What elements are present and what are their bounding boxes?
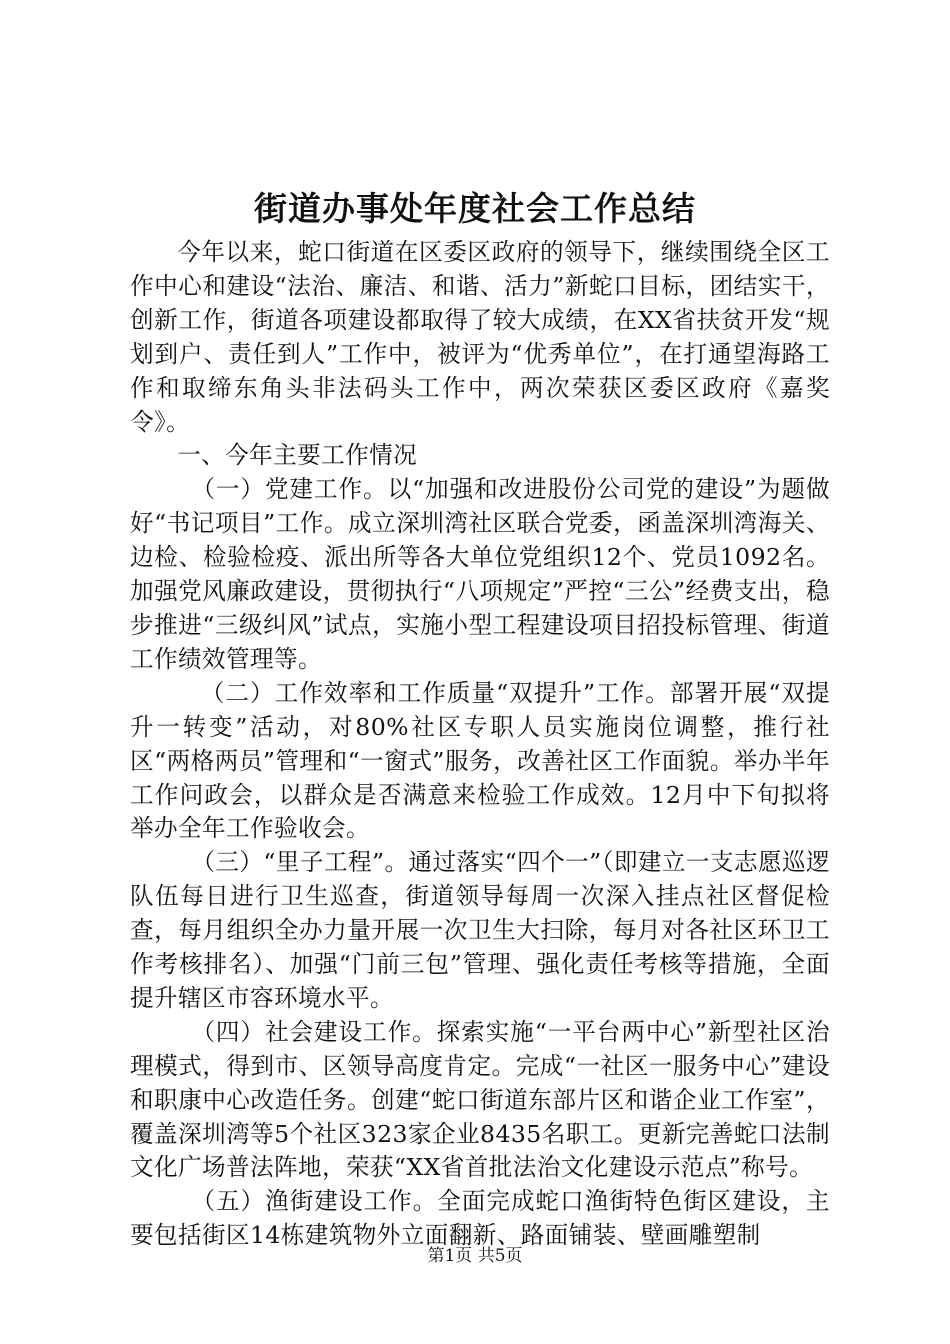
paragraph-fishing-street: （五）渔街建设工作。全面完成蛇口渔街特色街区建设，主要包括街区14栋建筑物外立面翻新、路面铺装、壁画雕塑制 [130, 1187, 830, 1250]
document-title: 街道办事处年度社会工作总结 [254, 189, 696, 228]
paragraph-lining-project: （三）“里子工程”。通过落实“四个一”（即建立一支志愿巡逻队伍每日进行卫生巡查，街道领导每周一次深入挂点社区督促检查，每月组织全办力量开展一次卫生大扫除，每月对各社区环卫工作考核排名）、加强“门前三包”管理、强化责任考核等措施，全面提升辖区市容环境水平。 [130, 848, 830, 1012]
page-indicator: 第1页 共5页 [427, 1246, 523, 1266]
document-body [130, 236, 830, 1253]
section-heading-main-work: 一、今年主要工作情况 [177, 441, 418, 470]
page-footer [0, 1244, 950, 1268]
paragraph-social-construction: （四）社会建设工作。探索实施“一平台两中心”新型社区治理模式，得到市、区领导高度肯定。完成“一社区一服务中心”建设和职康中心改造任务。创建“蛇口街道东部片区和谐企业工作室”，覆盖深圳湾等5个社区323家企业8435名职工。更新完善蛇口法制文化广场普法阵地，荣获“XX省首批法治文化建设示范点”称号。 [130, 1017, 830, 1182]
paragraph-party-building: （一）党建工作。以“加强和改进股份公司党的建设”为题做好“书记项目”工作。成立深圳湾社区联合党委，函盖深圳湾海关、边检、检验检疫、派出所等各大单位党组织12个、党员1092名。加强党风廉政建设，贯彻执行“八项规定”严控“三公”经费支出，稳步推进“三级纠风”试点，实施小型工程建设项目招投标管理、街道工作绩效管理等。 [130, 475, 830, 673]
paragraph-intro: 今年以来，蛇口街道在区委区政府的领导下，继续围绕全区工作中心和建设“法治、廉洁、和谐、活力”新蛇口目标，团结实干，创新工作，街道各项建设都取得了较大成绩，在XX省扶贫开发“规划到户、责任到人”工作中，被评为“优秀单位”，在打通望海路工作和取缔东角头非法码头工作中，两次荣获区委区政府《嘉奖令》。 [130, 238, 830, 436]
paragraph-efficiency-quality: （二）工作效率和工作质量“双提升”工作。部署开展“双提升一转变”活动，对80%社区专职人员实施岗位调整，推行社区“两格两员”管理和“一窗式”服务，改善社区工作面貌。举办半年工作问政会，以群众是否满意来检验工作成效。12月中下旬拟将举办全年工作验收会。 [130, 678, 830, 843]
